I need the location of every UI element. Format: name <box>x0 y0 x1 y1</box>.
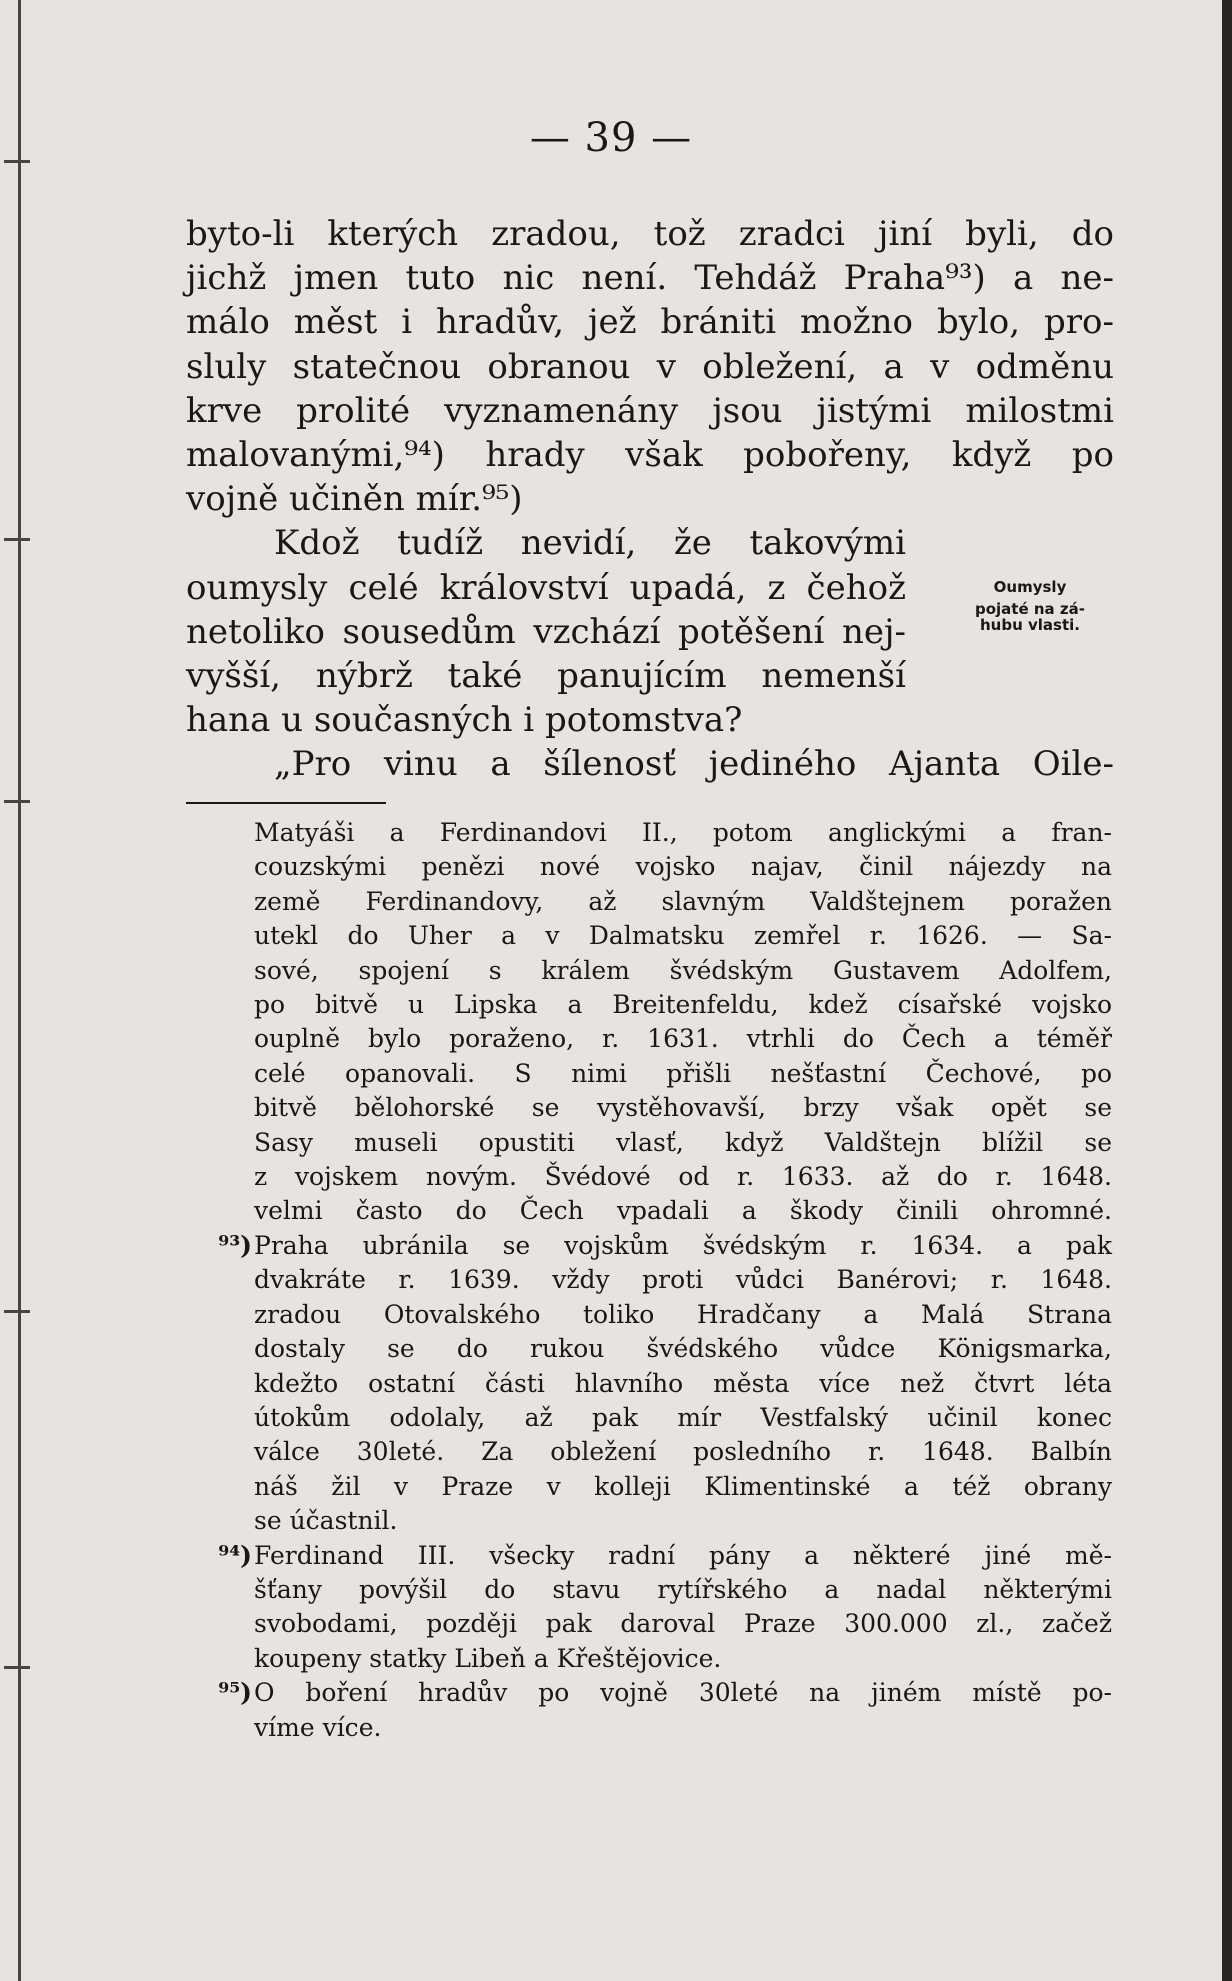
footnote-line: zradou Otovalského toliko Hradčany a Malá Strana <box>254 1299 1112 1329</box>
footnote-line: šťany povýšil do stavu rytířského a nadal některými <box>254 1574 1112 1604</box>
margin-note-line: hubu vlasti. <box>980 616 1080 634</box>
footnote-line: víme více. <box>254 1712 382 1742</box>
paragraph-1 <box>186 212 1114 521</box>
text-line: málo měst i hradův, jež brániti možno bylo, pro- <box>186 302 1114 343</box>
main-text <box>186 212 1114 787</box>
binding-mark <box>4 1310 30 1313</box>
footnote-line: utekl do Uher a v Dalmatsku zemřel r. 1626. — Sa- <box>254 921 1112 951</box>
binding-mark <box>4 538 30 541</box>
footnote-line: Ferdinand III. všecky radní pány a některé jiné mě- <box>254 1540 1112 1570</box>
footnote-93 <box>218 1229 1112 1539</box>
footnote-line: kdežto ostatní části hlavního města více než čtvrt léta <box>254 1368 1112 1398</box>
text-line: jichž jmen tuto nic není. Tehdáž Praha⁹³) a ne- <box>186 258 1114 299</box>
footnote-line: Praha ubránila se vojskům švédským r. 1634. a pak <box>254 1230 1112 1260</box>
footnote-line: celé opanovali. S nimi přišli nešťastní Čechové, po <box>254 1058 1112 1088</box>
footnote-line: bitvě bělohorské se vystěhovavší, brzy však opět se <box>254 1093 1112 1123</box>
footnote-line: koupeny statky Libeň a Křeštějovice. <box>254 1643 722 1673</box>
margin-note-line: pojaté na zá- <box>975 600 1085 618</box>
text-line: Kdož tudíž nevidí, že takovými <box>274 523 906 564</box>
footnote-marker: ⁹⁵) <box>218 1678 252 1708</box>
footnote-marker: ⁹³) <box>218 1230 252 1260</box>
footnote-line: země Ferdinandovy, až slavným Valdštejnem poražen <box>254 886 1112 916</box>
footnote-line: svobodami, později pak daroval Praze 300.000 zl., začež <box>254 1609 1112 1639</box>
footnote-line: Matyáši a Ferdinandovi II., potom anglickými a fran- <box>254 818 1112 847</box>
text-line: oumysly celé království upadá, z čehož <box>186 567 906 608</box>
footnote-line: velmi často do Čech vpadali a škody činili ohromné. <box>254 1196 1112 1226</box>
footnote-line: sové, spojení s králem švédským Gustavem Adolfem, <box>254 955 1112 985</box>
footnote-line: útokům odolaly, až pak mír Vestfalský učinil konec <box>254 1402 1112 1432</box>
text-line: krve prolité vyznamenány jsou jistými milostmi <box>186 390 1114 431</box>
text-line: sluly statečnou obranou v obležení, a v odměnu <box>186 346 1114 387</box>
text-line: byto-li kterých zradou, tož zradci jiní byli, do <box>186 214 1114 254</box>
footnote-line: Sasy museli opustiti vlasť, když Valdštejn blížil se <box>254 1127 1112 1157</box>
binding-mark <box>4 1666 30 1669</box>
text-line: „Pro vinu a šílenosť jediného Ajanta Oile- <box>274 744 1114 785</box>
footnote-continuation <box>254 816 1112 1229</box>
footnote-separator <box>186 802 386 804</box>
text-line: hana u současných i potomstva? <box>186 700 743 741</box>
footnote-line: válce 30leté. Za obležení posledního r. 1648. Balbín <box>254 1437 1112 1467</box>
footnote-line: dvakráte r. 1639. vždy proti vůdci Banérovi; r. 1648. <box>254 1265 1112 1295</box>
footnote-line: dostaly se do rukou švédského vůdce Königsmarka, <box>254 1334 1112 1364</box>
text-line: netoliko sousedům vzchází potěšení nej- <box>186 611 906 652</box>
text-line: vojně učiněn mír.⁹⁵) <box>186 479 523 520</box>
text-line: malovanými,⁹⁴) hrady však pobořeny, když po <box>186 435 1114 476</box>
footnote-line: se účastnil. <box>254 1506 398 1536</box>
footnote-line: z vojskem novým. Švédové od r. 1633. až do r. 1648. <box>254 1162 1112 1192</box>
footnote-95 <box>218 1676 1112 1745</box>
footnote-line: ouplně bylo poraženo, r. 1631. vtrhli do Čech a téměř <box>254 1024 1112 1054</box>
text-line: vyšší, nýbrž také panujícím nemenší <box>186 656 906 697</box>
footnote-marker: ⁹⁴) <box>218 1540 252 1570</box>
footnote-line: po bitvě u Lipska a Breitenfeldu, kdež císařské vojsko <box>254 990 1112 1020</box>
footnote-line: couzskými penězi nové vojsko najav, činil nájezdy na <box>254 852 1112 882</box>
binding-mark <box>4 800 30 803</box>
footnote-94 <box>218 1539 1112 1677</box>
page-number: — 39 — <box>529 115 693 161</box>
footnotes <box>218 816 1112 1745</box>
footnote-line: náš žil v Praze v kolleji Klimentinské a též obrany <box>254 1471 1112 1501</box>
margin-note-line: Oumysly <box>993 578 1067 596</box>
paragraph-3 <box>186 742 1114 786</box>
footnote-line: O boření hradův po vojně 30leté na jiném místě po- <box>254 1678 1112 1708</box>
page-spine <box>18 0 21 1981</box>
margin-note <box>940 579 1120 633</box>
